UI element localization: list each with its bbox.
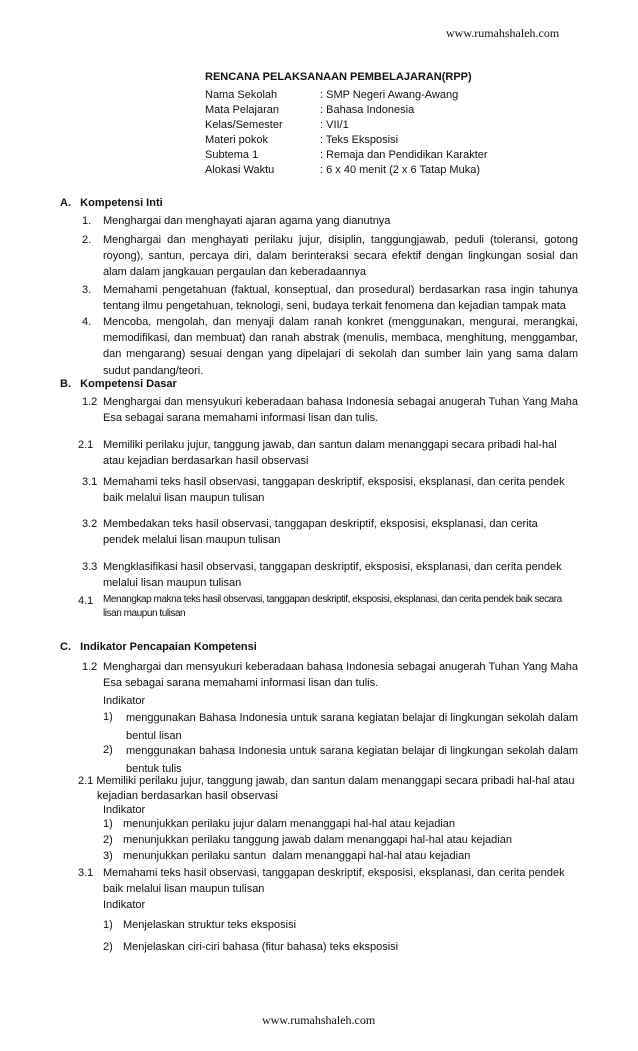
ipk-text-continued: kejadian berdasarkan hasil observasi [97,790,278,802]
indikator-text: Menjelaskan ciri-ciri bahasa (fitur bahasa) teks eksposisi [123,941,399,953]
identity-label: Materi pokok [205,134,268,146]
identity-value: : 6 x 40 menit (2 x 6 Tatap Muka) [320,164,480,176]
kd-number: 3.3 [82,561,98,573]
kd-text: Memahami teks hasil observasi, tanggapan deskriptif, eksposisi, eksplanasi, dan cerita pendek baik melalui lisan maupun tulisan [103,476,565,505]
ki-number: 2. [82,234,92,246]
kd-number: 3.2 [82,518,98,530]
indikator-number: 1) [103,919,113,931]
ki-text: Menghargai dan menghayati ajaran agama yang dianutnya [103,215,391,227]
ipk-text: Menghargai dan mensyukuri keberadaan bahasa Indonesia sebagai anugerah Tuhan Yang Maha Esa sebagai sarana memahami informasi lisan dan tulis. [103,661,578,690]
kd-text: Memiliki perilaku jujur, tanggung jawab, dan santun dalam menanggapi secara pribadi hal-hal atau kejadian berdasarkan hasil observasi [103,439,557,468]
ki-number: 3. [82,284,92,296]
ki-number: 1. [82,215,92,227]
indikator-number: 2) [103,941,113,953]
indikator-number: 1) [103,711,113,723]
section-b-heading: B. Kompetensi Dasar [60,378,177,390]
footer-site-url: www.rumahshaleh.com [262,1013,376,1027]
ki-text: Mencoba, mengolah, dan menyaji dalam ranah konkret (menggunakan, mengurai, merangkai, memodifikasi, dan membuat) dan ranah abstrak (menulis, membaca, menghitung, menggambar, dan mengarang) sesuai dengan yang dipelajari di sekolah dan sumber lain yang sama dalam sudut pandang/teori. [103,316,578,377]
identity-label: Alokasi Waktu [205,164,275,176]
identity-value: : SMP Negeri Awang-Awang [320,89,459,101]
indikator-text: menunjukkan perilaku jujur dalam menanggapi hal-hal atau kejadian [123,818,456,830]
identity-value: : Remaja dan Pendidikan Karakter [320,149,488,161]
kd-number: 3.1 [82,476,98,488]
ki-text: Memahami pengetahuan (faktual, konseptual, dan prosedural) berdasarkan rasa ingin tahunya tentang ilmu pengetahuan, teknologi, seni, budaya terkait fenomena dan kejadian tampak mata [103,284,578,313]
ipk-number: 3.1 [78,867,94,879]
kd-text: Mengklasifikasi hasil observasi, tanggapan deskriptif, eksposisi, eksplanasi, dan cerita pendek melalui lisan maupun tulisan [103,561,562,590]
ipk-number: 1.2 [82,661,98,673]
ipk-text: 2.1 Memiliki perilaku jujur, tanggung jawab, dan santun dalam menanggapi secara pribadi hal-hal atau [78,775,575,787]
indikator-text: menunjukkan perilaku tanggung jawab dalam menanggapi hal-hal atau kejadian [123,834,512,846]
indikator-label: Indikator [103,804,146,816]
kd-number: 1.2 [82,396,98,408]
indikator-text: Menjelaskan struktur teks eksposisi [123,919,297,931]
identity-label: Subtema 1 [205,149,259,161]
indikator-number: 3) [103,850,113,862]
ki-number: 4. [82,316,92,328]
document-title: RENCANA PELAKSANAAN PEMBELAJARAN(RPP) [205,71,472,83]
indikator-number: 2) [103,744,113,756]
indikator-label: Indikator [103,899,146,911]
identity-value: : VII/1 [320,119,349,131]
indikator-label: Indikator [103,695,146,707]
identity-label: Kelas/Semester [205,119,283,131]
indikator-text: menggunakan bahasa Indonesia untuk sarana kegiatan belajar di lingkungan sekolah dalam bentuk tulis [126,745,578,775]
ki-text: Menghargai dan menghayati perilaku jujur, disiplin, tanggungjawab, peduli (toleransi, gotong royong), santun, percaya diri, dalam berinteraksi secara efektif dengan lingkungan sosial dan alam dalam jangkauan pergaulan dan keberadaannya [103,234,578,279]
header-site-url: www.rumahshaleh.com [446,26,560,40]
indikator-number: 2) [103,834,113,846]
section-c-heading: C. Indikator Pencapaian Kompetensi [60,641,257,653]
kd-number: 4.1 [78,595,94,607]
kd-text: Menghargai dan mensyukuri keberadaan bahasa Indonesia sebagai anugerah Tuhan Yang Maha Esa sebagai sarana memahami informasi lisan dan tulis. [103,396,578,425]
identity-value: : Bahasa Indonesia [320,104,415,116]
section-a-heading: A. Kompetensi Inti [60,197,163,209]
kd-number: 2.1 [78,439,94,451]
identity-value: : Teks Eksposisi [320,134,399,146]
indikator-text: menggunakan Bahasa Indonesia untuk sarana kegiatan belajar di lingkungan sekolah dalam bentul lisan [126,712,578,742]
identity-label: Nama Sekolah [205,89,278,101]
indikator-text: menunjukkan perilaku santun dalam menanggapi hal-hal atau kejadian [123,850,471,862]
kd-text: Menangkap makna teks hasil observasi, tanggapan deskriptif, eksposisi, eksplanasi, dan cerita pendek baik secara lisan maupun tulisan [103,594,562,619]
identity-label: Mata Pelajaran [205,104,279,116]
indikator-number: 1) [103,818,113,830]
ipk-text: Memahami teks hasil observasi, tanggapan deskriptif, eksposisi, eksplanasi, dan cerita pendek baik melalui lisan maupun tulisan [103,867,565,896]
kd-text: Membedakan teks hasil observasi, tanggapan deskriptif, eksposisi, eksplanasi, dan cerita pendek melalui lisan maupun tulisan [103,518,538,547]
